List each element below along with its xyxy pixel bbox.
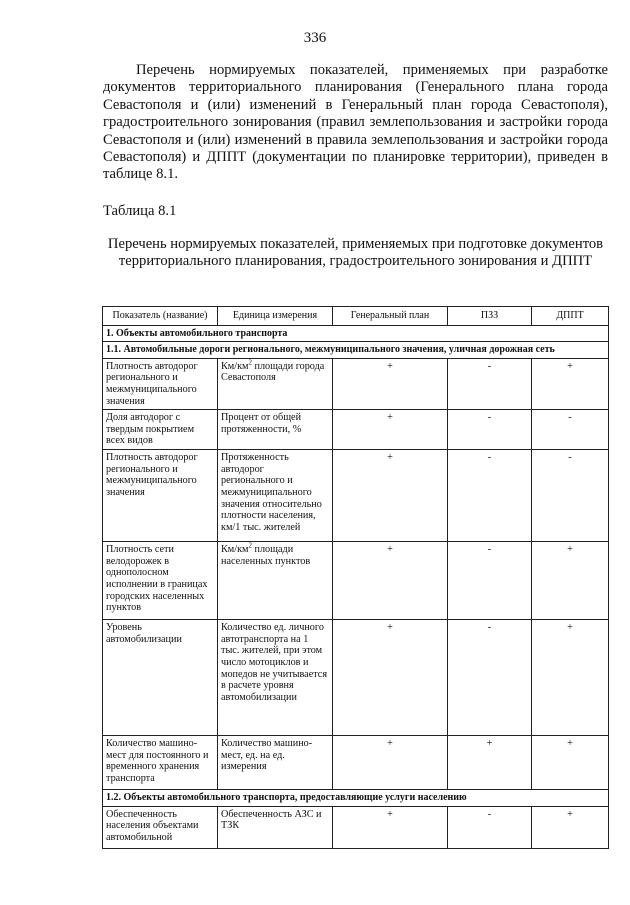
general-plan-mark: +: [333, 736, 448, 790]
page-number: 336: [303, 30, 327, 46]
table-row: [103, 450, 609, 542]
table-row: [103, 542, 609, 620]
subsection-title: 1.2. Объекты автомобильного транспорта, предоставляющие услуги населению: [103, 790, 609, 807]
subsection-row: [103, 790, 609, 807]
dppt-mark: +: [532, 736, 609, 790]
pzz-mark: -: [448, 620, 532, 736]
table-caption: Таблица 8.1: [103, 203, 177, 219]
indicator-cell: Плотность автодорог регионального и межмуниципального значения: [103, 450, 218, 542]
pzz-mark: -: [448, 806, 532, 848]
dppt-mark: -: [532, 450, 609, 542]
table-row: [103, 806, 609, 848]
unit-cell: $Км/км^2$ площади города Севастополя: [218, 358, 333, 409]
table-row: [103, 410, 609, 450]
general-plan-mark: +: [333, 410, 448, 450]
general-plan-mark: +: [333, 542, 448, 620]
indicator-cell: Количество машино-мест для постоянного и временного хранения транспорта: [103, 736, 218, 790]
dppt-mark: +: [532, 358, 609, 409]
table-row: [103, 358, 609, 409]
header-general-plan: Генеральный план: [333, 307, 448, 326]
section-row: [103, 325, 609, 342]
header-indicator: Показатель (название): [103, 307, 218, 326]
dppt-mark: +: [532, 542, 609, 620]
header-dppt: ДППТ: [532, 307, 609, 326]
intro-paragraph: Перечень нормируемых показателей, применяемых при разработке документов территориального планирования (Генерального плана города Севастополя и (или) изменений в Генеральный план города Севастополя), градостроительного зонирования (правил землепользования и застройки города Севастополя и (или) изменений в правила землепользования и застройки города Севастополя) и ДППТ (документации по планировке территории), приведен в таблице 8.1.: [103, 62, 608, 183]
dppt-mark: -: [532, 410, 609, 450]
indicator-cell: Обеспеченность населения объектами автомобильной: [103, 806, 218, 848]
table-row: [103, 620, 609, 736]
pzz-mark: -: [448, 410, 532, 450]
unit-cell: Количество машино-мест, ед. на ед. измерения: [218, 736, 333, 790]
pzz-mark: +: [448, 736, 532, 790]
unit-cell: $Км/км^2$ площади населенных пунктов: [218, 542, 333, 620]
indicator-cell: Доля автодорог с твердым покрытием всех видов: [103, 410, 218, 450]
subsection-row: [103, 342, 609, 359]
pzz-mark: -: [448, 450, 532, 542]
indicator-cell: Уровень автомобилизации: [103, 620, 218, 736]
header-unit: Единица измерения: [218, 307, 333, 326]
dppt-mark: +: [532, 806, 609, 848]
section-title: 1. Объекты автомобильного транспорта: [103, 325, 609, 342]
general-plan-mark: +: [333, 806, 448, 848]
unit-cell: Процент от общей протяженности, %: [218, 410, 333, 450]
unit-cell: Протяженность автодорог регионального и межмуниципального значения относительно плотности населения, км/1 тыс. жителей: [218, 450, 333, 542]
norms-table: [102, 306, 609, 849]
indicator-cell: Плотность сети велодорожек в однополосном исполнении в границах городских населенных пунктов: [103, 542, 218, 620]
unit-cell: Обеспеченность АЗС и ТЗК: [218, 806, 333, 848]
table-title: Перечень нормируемых показателей, применяемых при подготовке документов территориального планирования, градостроительного зонирования и ДППТ: [107, 236, 604, 270]
unit-cell: Количество ед. личного автотранспорта на 1 тыс. жителей, при этом число мотоциклов и мопедов не учитывается в расчете уровня автомобилизации: [218, 620, 333, 736]
general-plan-mark: +: [333, 358, 448, 409]
indicator-cell: Плотность автодорог регионального и межмуниципального значения: [103, 358, 218, 409]
subsection-title: 1.1. Автомобильные дороги регионального, межмуниципального значения, уличная дорожная сеть: [103, 342, 609, 359]
general-plan-mark: +: [333, 450, 448, 542]
pzz-mark: -: [448, 542, 532, 620]
table-row: [103, 736, 609, 790]
general-plan-mark: +: [333, 620, 448, 736]
pzz-mark: -: [448, 358, 532, 409]
dppt-mark: +: [532, 620, 609, 736]
table-header-row: [103, 307, 609, 326]
header-pzz: ПЗЗ: [448, 307, 532, 326]
